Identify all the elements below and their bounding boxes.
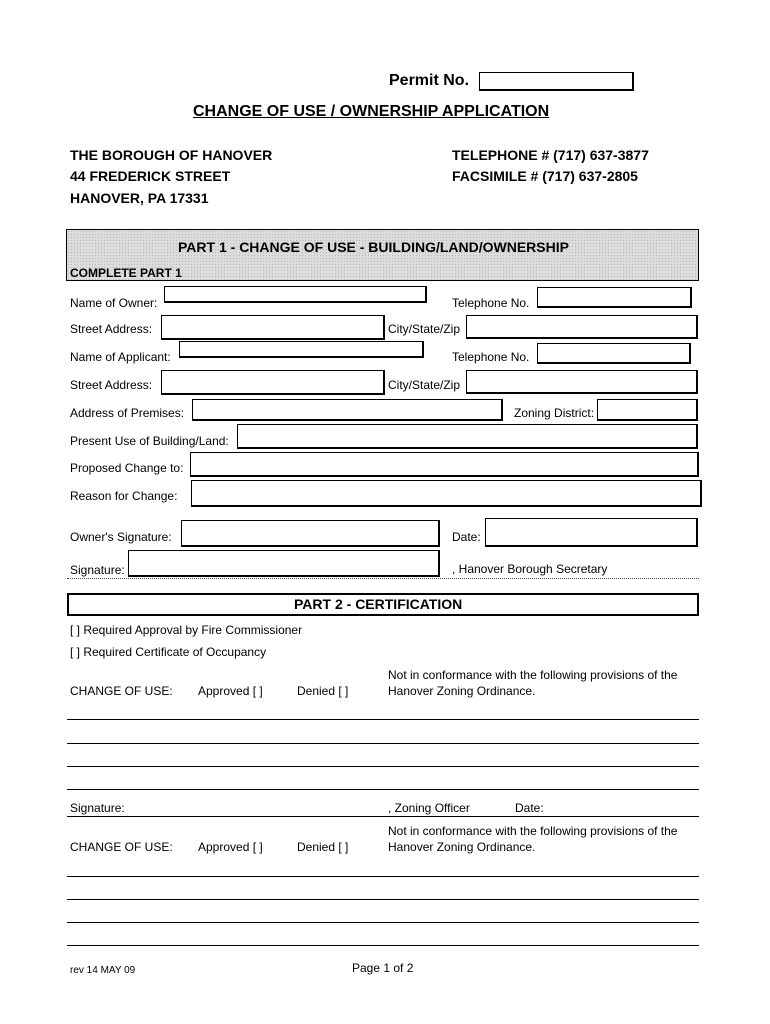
permit-label: Permit No. (389, 72, 470, 89)
secretary-signature-label: Signature: (70, 563, 125, 577)
owner-street-field[interactable] (161, 315, 385, 340)
block1-not-conformance-line1: Not in conformance with the following provisions of the (388, 668, 678, 682)
reason-label: Reason for Change: (70, 489, 178, 503)
owner-city-field[interactable] (466, 315, 698, 339)
org-facsimile: FACSIMILE # (717) 637-2805 (452, 168, 638, 184)
applicant-street-label: Street Address: (70, 378, 153, 392)
block1-not-conformance-line2: Hanover Zoning Ordinance. (388, 684, 536, 698)
block2-line (67, 876, 699, 877)
owner-street-label: Street Address: (70, 322, 153, 336)
org-city: HANOVER, PA 17331 (70, 190, 209, 206)
proposed-change-field[interactable] (190, 452, 699, 477)
secretary-signature-field[interactable] (128, 550, 440, 577)
block2-line (67, 922, 699, 923)
owner-signature-field[interactable] (181, 520, 440, 547)
part2-title: PART 2 - CERTIFICATION (294, 596, 463, 612)
applicant-phone-label: Telephone No. (452, 350, 530, 364)
date-field[interactable] (485, 518, 698, 547)
reason-field[interactable] (191, 480, 702, 507)
org-telephone: TELEPHONE # (717) 637-3877 (452, 147, 649, 163)
applicant-phone-field[interactable] (537, 343, 691, 364)
owner-name-field[interactable] (164, 286, 427, 303)
officer-date-label: Date: (515, 801, 544, 815)
proposed-change-label: Proposed Change to: (70, 461, 184, 475)
applicant-city-field[interactable] (466, 370, 698, 394)
zoning-officer-title: , Zoning Officer (388, 801, 470, 815)
block2-not-conformance-line2: Hanover Zoning Ordinance. (388, 840, 536, 854)
part1-subtitle: COMPLETE PART 1 (70, 266, 182, 280)
occupancy-certificate-checkbox[interactable]: [ ] Required Certificate of Occupancy (70, 645, 267, 659)
page-title: CHANGE OF USE / OWNERSHIP APPLICATION (193, 103, 550, 120)
block1-line (67, 743, 699, 744)
applicant-city-label: City/State/Zip (388, 378, 461, 392)
officer-signature-label: Signature: (70, 801, 125, 815)
block2-line (67, 945, 699, 946)
block1-line (67, 789, 699, 790)
block2-denied-checkbox[interactable]: Denied [ ] (297, 840, 349, 854)
secretary-title: , Hanover Borough Secretary (452, 562, 608, 576)
premises-label: Address of Premises: (70, 406, 185, 420)
owner-name-label: Name of Owner: (70, 296, 158, 310)
part1-title: PART 1 - CHANGE OF USE - BUILDING/LAND/OWNERSHIP (178, 239, 569, 255)
fire-commissioner-checkbox[interactable]: [ ] Required Approval by Fire Commissioner (70, 623, 303, 637)
permit-number-field[interactable] (479, 72, 634, 91)
zoning-label: Zoning District: (514, 406, 595, 420)
block2-not-conformance-line1: Not in conformance with the following provisions of the (388, 824, 678, 838)
block1-approved-checkbox[interactable]: Approved [ ] (198, 684, 263, 698)
zoning-field[interactable] (597, 399, 698, 421)
applicant-street-field[interactable] (161, 370, 385, 395)
section-divider (67, 578, 699, 579)
block1-line (67, 719, 699, 720)
block2-line (67, 899, 699, 900)
block1-change-of-use-label: CHANGE OF USE: (70, 684, 173, 698)
org-street: 44 FREDERICK STREET (70, 168, 231, 184)
block1-line (67, 766, 699, 767)
owner-phone-field[interactable] (537, 287, 692, 308)
block2-approved-checkbox[interactable]: Approved [ ] (198, 840, 263, 854)
premises-field[interactable] (192, 399, 503, 421)
present-use-field[interactable] (237, 424, 698, 449)
revision-note: rev 14 MAY 09 (70, 965, 136, 976)
block2-change-of-use-label: CHANGE OF USE: (70, 840, 173, 854)
date-label: Date: (452, 530, 481, 544)
officer-signature-line (67, 816, 699, 817)
owner-signature-label: Owner's Signature: (70, 530, 172, 544)
page-number: Page 1 of 2 (352, 961, 414, 975)
applicant-name-field[interactable] (179, 341, 424, 358)
org-name: THE BOROUGH OF HANOVER (70, 147, 273, 163)
present-use-label: Present Use of Building/Land: (70, 434, 229, 448)
owner-phone-label: Telephone No. (452, 296, 530, 310)
applicant-name-label: Name of Applicant: (70, 350, 171, 364)
block1-denied-checkbox[interactable]: Denied [ ] (297, 684, 349, 698)
owner-city-label: City/State/Zip (388, 322, 461, 336)
